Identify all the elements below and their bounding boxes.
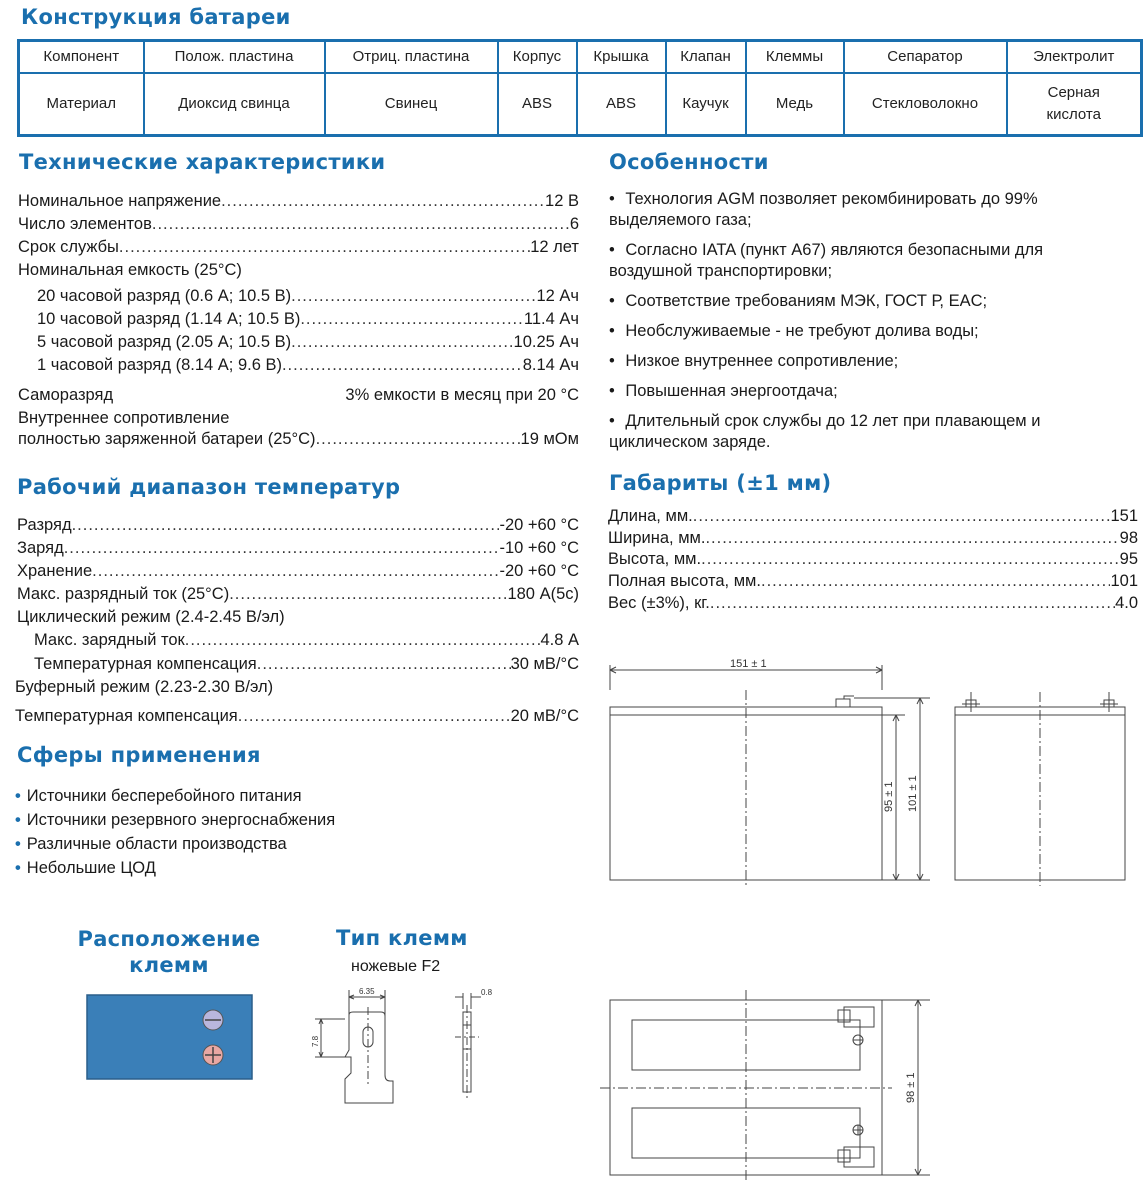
list-item: • Согласно IATA (пункт А67) являются безопасными для воздушной транспортировки;	[609, 241, 1044, 280]
spec-label: 5 часовой разряд (2.05 А; 10.5 В)	[37, 333, 292, 351]
dot-leader	[185, 629, 541, 651]
terminal-layout-diagram	[85, 993, 260, 1083]
terminal-type-title: Тип клемм	[336, 926, 468, 950]
dim-height	[608, 548, 1138, 570]
spec-cap5	[37, 331, 579, 353]
table-header-cell: Крышка	[577, 41, 666, 74]
spec-value: -20 +60 °С	[499, 516, 579, 534]
spec-value: 11.4 Ач	[523, 310, 579, 328]
spec-cap10	[37, 308, 579, 330]
dot-leader	[221, 190, 545, 212]
spec-label: Высота, мм.	[608, 550, 702, 568]
list-item: • Различные области производства	[15, 835, 287, 853]
terminal-thickness-label: 0.8	[481, 988, 493, 997]
spec-label: Полная высота, мм.	[608, 572, 761, 590]
negative-terminal-icon	[203, 1010, 223, 1030]
spec-label: Температурная компенсация	[15, 707, 238, 725]
table-header-cell: Клапан	[666, 41, 746, 74]
dot-leader	[701, 548, 1120, 570]
battery-top-view	[600, 985, 940, 1185]
battery-front-view	[600, 650, 940, 890]
spec-nominal-voltage	[18, 190, 579, 212]
dot-leader	[64, 537, 500, 559]
dot-leader	[72, 514, 500, 536]
table-cell: ABS	[498, 73, 577, 136]
table-header-cell: Отриц. пластина	[325, 41, 498, 74]
dot-leader	[693, 505, 1111, 527]
list-item: • Необслуживаемые - не требуют долива воды;	[609, 322, 979, 340]
dot-leader	[152, 213, 570, 235]
temp-storage	[17, 560, 579, 582]
list-item: • Длительный срок службы до 12 лет при плавающем и циклическом заряде.	[609, 412, 1041, 451]
spec-label: Разряд	[17, 516, 72, 534]
spec-value: -10 +60 °С	[499, 539, 579, 557]
spec-value: 95	[1119, 550, 1138, 568]
spec-cap20	[37, 285, 579, 307]
features-list	[609, 189, 1139, 462]
spec-label: Хранение	[17, 562, 93, 580]
dot-leader	[119, 236, 530, 258]
spec-value: 4.8 А	[540, 631, 579, 649]
spec-label: Макс. зарядный ток	[34, 631, 185, 649]
apps-title: Сферы применения	[17, 743, 261, 767]
spec-value: 20 мВ/°С	[510, 707, 579, 725]
terminal-drawing	[305, 985, 505, 1110]
list-item: • Источники резервного энергоснабжения	[15, 811, 336, 829]
spec-self-discharge	[18, 384, 579, 406]
dot-leader	[282, 354, 523, 376]
table-cell: Свинец	[325, 73, 498, 136]
dot-leader	[238, 705, 511, 727]
terminal-layout-title: Расположение клемм	[77, 927, 261, 977]
temp-charge	[17, 537, 579, 559]
table-cell: Серная кислота	[1007, 73, 1142, 136]
table-cell: Медь	[746, 73, 844, 136]
list-item: • Повышенная энергоотдача;	[609, 382, 838, 400]
table-cell: Стекловолокно	[844, 73, 1007, 136]
spec-label: Вес (±3%), кг.	[608, 594, 710, 612]
dot-leader	[291, 331, 513, 353]
cyclic-title: Циклический режим (2.4-2.45 В/эл)	[17, 608, 285, 626]
list-item: • Технология AGM позволяет рекомбинировать до 99% выделяемого газа;	[609, 190, 1038, 229]
temp-max-charge	[34, 629, 579, 651]
spec-label: Заряд	[17, 539, 64, 557]
table-header-cell: Электролит	[1007, 41, 1142, 74]
full-height-dimension-label: 101 ± 1	[907, 775, 919, 812]
dot-leader	[257, 653, 511, 675]
construction-material-row	[19, 73, 1142, 136]
table-cell: Каучук	[666, 73, 746, 136]
spec-value: 19 мОм	[520, 430, 579, 448]
spec-value: 12 В	[545, 192, 579, 210]
spec-label: Макс. разрядный ток (25°С)	[17, 585, 230, 603]
spec-label: Срок службы	[18, 238, 119, 256]
dot-leader	[761, 570, 1110, 592]
spec-value: 3% емкости в месяц при 20 °С	[345, 386, 579, 404]
table-cell: Диоксид свинца	[144, 73, 325, 136]
dot-leader	[229, 583, 507, 605]
spec-value: 12 лет	[530, 238, 579, 256]
spec-label: Температурная компенсация	[34, 655, 257, 673]
buffer-title: Буферный режим (2.23-2.30 В/эл)	[15, 678, 274, 696]
spec-label: 1 часовой разряд (8.14 А; 9.6 В)	[37, 356, 282, 374]
spec-value: 98	[1119, 529, 1138, 547]
spec-life	[18, 236, 579, 258]
dot-leader	[291, 285, 536, 307]
dot-leader	[92, 560, 499, 582]
list-item: • Низкое внутреннее сопротивление;	[609, 352, 899, 370]
spec-label: Саморазряд	[18, 386, 114, 404]
apps-list	[15, 784, 335, 880]
list-item: • Небольшие ЦОД	[15, 859, 156, 877]
spec-value: 4.0	[1115, 594, 1138, 612]
battery-side-view	[945, 690, 1145, 890]
construction-table	[17, 39, 1143, 137]
resistance-title: Внутреннее сопротивление	[18, 409, 230, 427]
terminal-height-label: 7.8	[311, 1035, 320, 1047]
spec-value: 180 А(5с)	[507, 585, 579, 603]
construction-title: Конструкция батареи	[21, 5, 291, 29]
spec-label: Число элементов	[18, 215, 152, 233]
spec-value: 101	[1110, 572, 1138, 590]
temp-discharge	[17, 514, 579, 536]
table-header-cell: Сепаратор	[844, 41, 1007, 74]
spec-value: 12 Ач	[536, 287, 579, 305]
table-header-cell: Клеммы	[746, 41, 844, 74]
dim-full-height	[608, 570, 1138, 592]
table-header-cell: Корпус	[498, 41, 577, 74]
width-dimension-label: 98 ± 1	[905, 1072, 917, 1103]
spec-label: Длина, мм.	[608, 507, 693, 525]
table-cell: Материал	[19, 73, 144, 136]
spec-label: Номинальное напряжение	[18, 192, 222, 210]
spec-label: 10 часовой разряд (1.14 А; 10.5 В)	[37, 310, 301, 328]
dims-title: Габариты (±1 мм)	[609, 471, 832, 495]
spec-value: 8.14 Ач	[522, 356, 579, 374]
capacity-title: Номинальная емкость (25°С)	[18, 261, 242, 279]
spec-label: полностью заряженной батареи (25°С)	[18, 430, 316, 448]
terminal-width-label: 6.35	[359, 987, 375, 996]
spec-value: 6	[569, 215, 579, 233]
spec-cells	[18, 213, 579, 235]
spec-value: -20 +60 °С	[499, 562, 579, 580]
temp-comp-cyclic	[34, 653, 579, 675]
tech-title: Технические характеристики	[19, 150, 386, 174]
positive-terminal-icon	[203, 1045, 223, 1065]
spec-cap1	[37, 354, 579, 376]
spec-resistance	[18, 428, 579, 450]
table-cell: ABS	[577, 73, 666, 136]
dim-width	[608, 527, 1138, 549]
spec-value: 151	[1110, 507, 1138, 525]
spec-label: Ширина, мм.	[608, 529, 706, 547]
temp-max-discharge	[17, 583, 579, 605]
dot-leader	[300, 308, 524, 330]
list-item: • Соответствие требованиям МЭК, ГОСТ Р, EAC;	[609, 292, 988, 310]
spec-value: 30 мВ/°С	[510, 655, 579, 673]
height-dimension-label: 95 ± 1	[883, 781, 895, 812]
spec-value: 10.25 Ач	[513, 333, 579, 351]
length-dimension-label: 151 ± 1	[730, 658, 767, 670]
construction-header-row	[19, 41, 1142, 74]
terminal-type-subtitle: ножевые F2	[351, 958, 441, 975]
features-title: Особенности	[609, 150, 769, 174]
dot-leader	[710, 592, 1115, 614]
table-header-cell: Полож. пластина	[144, 41, 325, 74]
spec-label: 20 часовой разряд (0.6 А; 10.5 В)	[37, 287, 292, 305]
dim-length	[608, 505, 1138, 527]
table-header-cell: Компонент	[19, 41, 144, 74]
temps-title: Рабочий диапазон температур	[17, 475, 401, 499]
dim-weight	[608, 592, 1138, 614]
dot-leader	[705, 527, 1119, 549]
temp-comp-buffer	[15, 705, 579, 727]
dot-leader	[316, 428, 521, 450]
list-item: • Источники бесперебойного питания	[15, 787, 302, 805]
